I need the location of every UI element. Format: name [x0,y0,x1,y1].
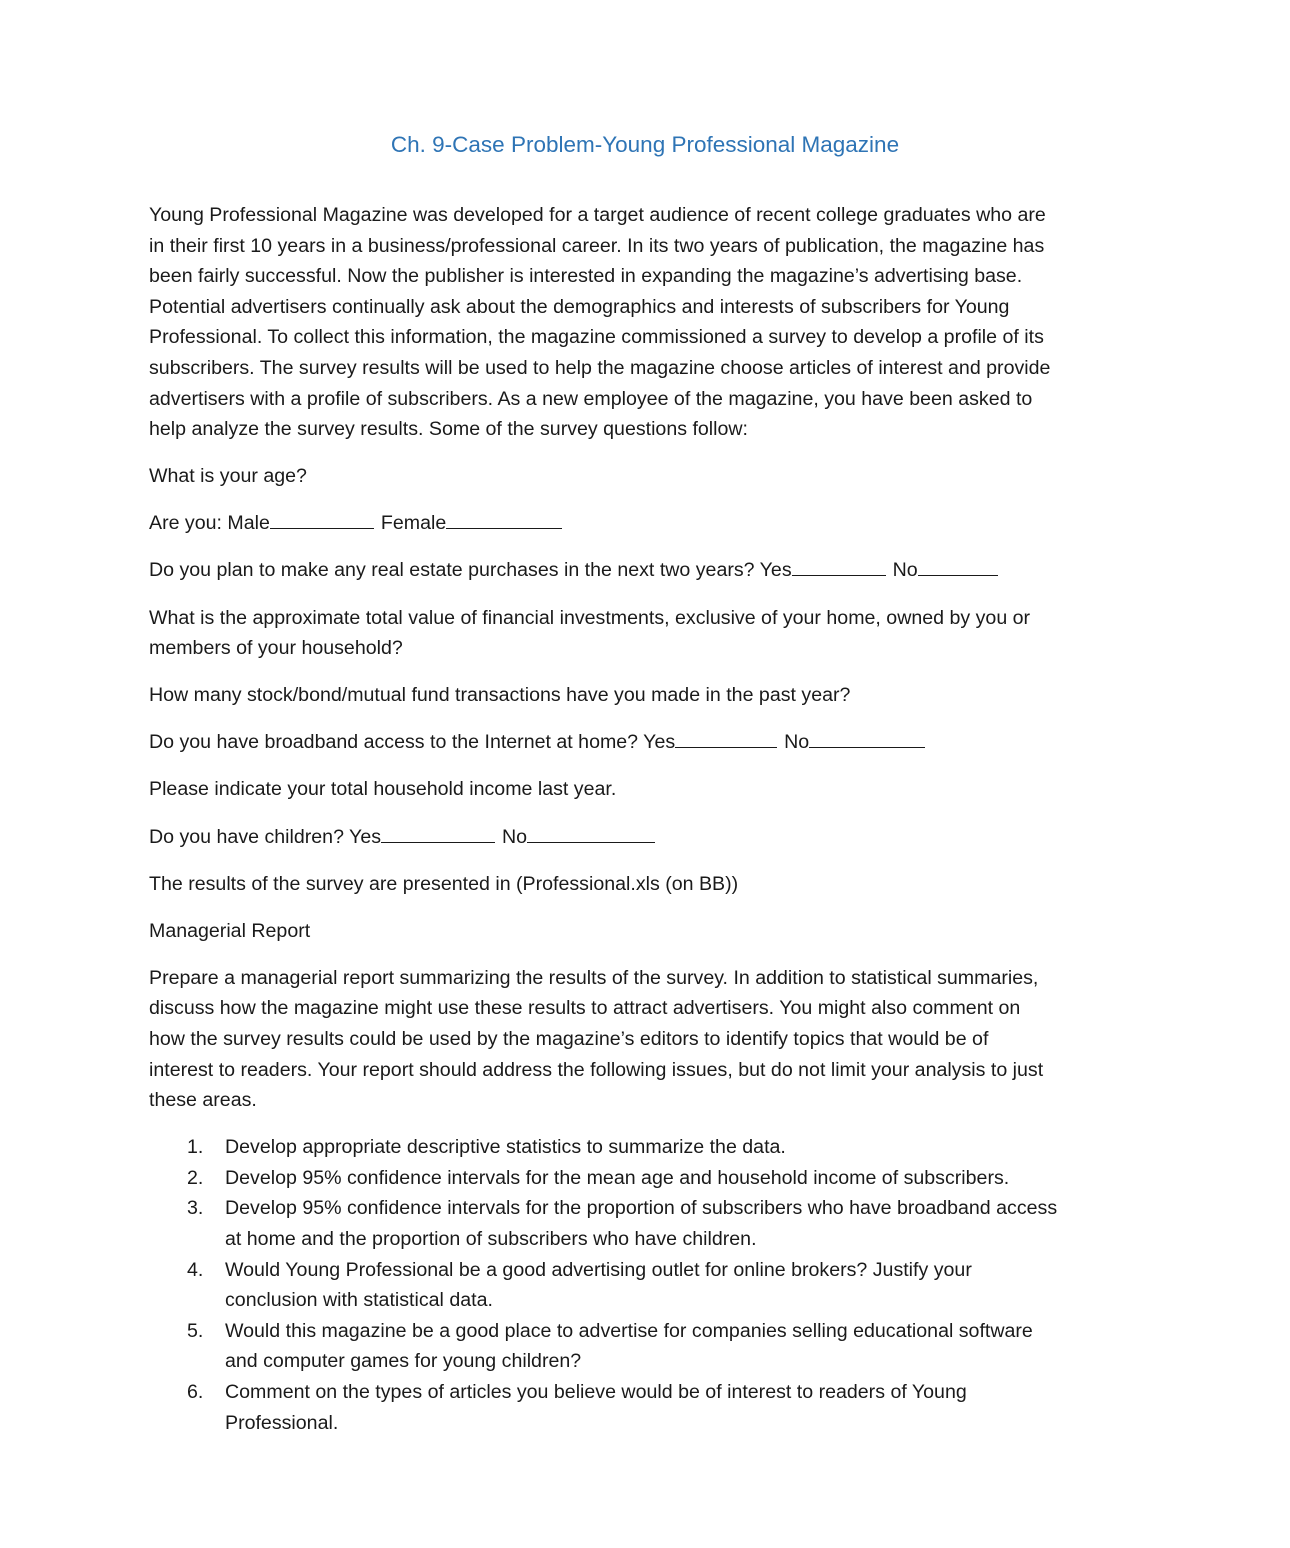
list-item-number: 6. [187,1381,204,1403]
report-line: interest to readers. Your report should address the following issues, but do not limit your analysis to just [149,1058,1044,1081]
male-blank[interactable] [270,509,374,529]
intro-line: in their first 10 years in a business/professional career. In its two years of publication, the magazine has [149,234,1045,257]
list-item-line: Develop 95% confidence intervals for the mean age and household income of subscribers. [225,1166,1010,1189]
list-item [149,1377,1149,1438]
results-note [149,869,1149,900]
report-heading-text: Managerial Report [149,919,311,942]
question-income [149,774,1149,805]
question-investments [149,603,1149,664]
intro-line: Young Professional Magazine was developed for a target audience of recent college graduates who are [149,204,1046,226]
intro-line: Potential advertisers continually ask about the demographics and interests of subscribers for Young [149,295,1010,318]
list-item-line: Comment on the types of articles you believe would be of interest to readers of Young [225,1381,967,1403]
question-children-prompt: Do you have children? Yes [149,825,382,848]
question-gender-prompt: Are you: Male [149,512,270,535]
real-estate-yes-blank[interactable] [792,556,886,576]
list-item [149,1316,1149,1377]
question-broadband [149,727,1149,758]
document-title: Ch. 9-Case Problem-Young Professional Magazine [390,132,900,157]
question-real-estate-prompt: Do you plan to make any real estate purchases in the next two years? Yes [149,559,792,582]
real-estate-no-label: No [892,559,918,582]
question-age [149,461,1149,492]
list-item-number: 1. [187,1136,204,1159]
list-item-line: Develop appropriate descriptive statistics to summarize the data. [225,1136,786,1159]
list-item-line: and computer games for young children? [225,1350,582,1373]
intro-paragraph [149,200,1149,445]
intro-line: been fairly successful. Now the publisher is interested in expanding the magazine’s advertising base. [149,265,1023,288]
list-item [149,1132,1149,1163]
children-yes-blank[interactable] [381,823,495,843]
real-estate-no-blank[interactable] [918,556,998,576]
broadband-yes-blank[interactable] [675,728,777,748]
children-no-blank[interactable] [527,823,655,843]
question-transactions-text: How many stock/bond/mutual fund transactions have you made in the past year? [149,684,851,707]
broadband-no-blank[interactable] [809,728,925,748]
list-item-line: Develop 95% confidence intervals for the proportion of subscribers who have broadband access [225,1197,1058,1220]
question-children [149,822,1149,853]
document-body [149,200,1149,1438]
list-item-number: 5. [187,1319,204,1342]
intro-line: subscribers. The survey results will be used to help the magazine choose articles of interest and provide [149,356,1051,379]
intro-line: advertisers with a profile of subscribers. As a new employee of the magazine, you have been asked to [149,387,1033,410]
list-item-line: Would this magazine be a good place to advertise for companies selling educational software [225,1319,1033,1342]
question-real-estate [149,555,1149,586]
intro-line: help analyze the survey results. Some of the survey questions follow: [149,418,749,441]
question-age-text: What is your age? [149,465,307,488]
list-item [149,1255,1149,1316]
question-income-text: Please indicate your total household income last year. [149,778,617,801]
intro-line: Professional. To collect this information, the magazine commissioned a survey to develop a profile of its [149,326,1044,349]
female-blank[interactable] [446,509,562,529]
question-investments-line: members of your household? [149,637,403,660]
list-item-number: 2. [187,1166,204,1189]
broadband-no-label: No [784,731,810,754]
report-heading [149,916,1149,947]
list-item-line: Professional. [225,1411,339,1434]
report-line: Prepare a managerial report summarizing the results of the survey. In addition to statistical summaries, [149,966,1039,989]
question-broadband-prompt: Do you have broadband access to the Internet at home? Yes [149,731,676,754]
results-note-text: The results of the survey are presented in (Professional.xls (on BB)) [149,872,739,895]
issues-list [149,1132,1149,1438]
question-transactions [149,680,1149,711]
report-line: these areas. [149,1089,257,1112]
list-item-line: Would Young Professional be a good advertising outlet for online brokers? Justify your [225,1258,972,1281]
list-item-line: at home and the proportion of subscribers who have children. [225,1228,757,1251]
children-no-label: No [502,825,528,848]
list-item-line: conclusion with statistical data. [225,1289,493,1312]
question-gender [149,508,1149,539]
list-item [149,1163,1149,1194]
list-item-number: 3. [187,1197,204,1220]
female-label: Female [380,512,447,535]
report-line: how the survey results could be used by the magazine’s editors to identify topics that would be of [149,1027,989,1050]
list-item [149,1193,1149,1254]
report-paragraph [149,963,1149,1116]
list-item-number: 4. [187,1258,204,1281]
report-line: discuss how the magazine might use these results to attract advertisers. You might also comment on [149,997,1021,1020]
question-investments-line: What is the approximate total value of financial investments, exclusive of your home, owned by you or [149,606,1031,629]
